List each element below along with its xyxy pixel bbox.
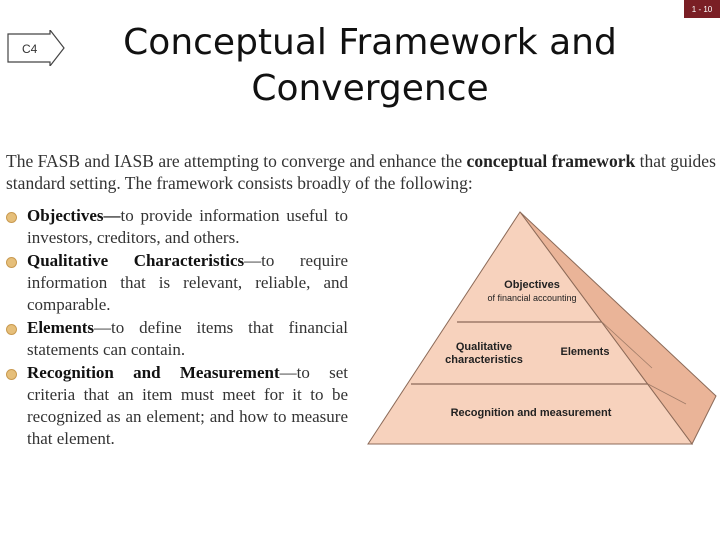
bullet-term: Qualitative Characteristics	[27, 251, 245, 270]
intro-text-1: The FASB and IASB are attempting to converge and enhance the	[6, 151, 467, 171]
page-title	[100, 20, 640, 112]
pyramid-objectives-subtitle: of financial accounting	[487, 293, 577, 303]
bullet-text: —to require information that is relevant, reliable, and comparable.	[27, 251, 348, 314]
bullet-term: Objectives—	[27, 206, 121, 225]
bullet-dot-icon	[6, 324, 17, 335]
intro-text-2: that guides standard setting. The framework consists broadly of the following:	[6, 151, 716, 193]
bullet-qualitative-characteristics	[6, 250, 348, 316]
chapter-tag-label: C4	[22, 42, 38, 56]
framework-bullet-list	[6, 205, 348, 451]
bullet-elements	[6, 317, 348, 361]
page-title-line-1: Conceptual Framework and	[123, 22, 617, 63]
intro-paragraph	[6, 150, 718, 194]
intro-bold-term: conceptual framework	[466, 151, 636, 171]
conceptual-framework-pyramid	[366, 208, 720, 448]
bullet-term: Elements	[27, 318, 95, 337]
pyramid-tier-objectives	[472, 279, 592, 305]
pyramid-tier-qualitative	[432, 341, 536, 367]
slide-number: 1 - 10	[684, 0, 720, 18]
bullet-objectives	[6, 205, 348, 249]
pyramid-tier-recognition: Recognition and measurement	[450, 407, 612, 419]
bullet-term: Recognition and Measurement	[27, 363, 280, 382]
bullet-dot-icon	[6, 257, 17, 268]
pyramid-qualitative-line-2: characteristics	[445, 354, 523, 366]
bullet-recognition-and-measurement	[6, 362, 348, 450]
bullet-dot-icon	[6, 212, 17, 223]
pyramid-tier-elements: Elements	[560, 346, 610, 358]
page-title-line-2: Convergence	[251, 68, 489, 109]
bullet-text: —to set criteria that an item must meet for it to be recognized as an element; and how to measure that element.	[27, 363, 349, 448]
bullet-dot-icon	[6, 369, 17, 380]
pyramid-objectives-title: Objectives	[504, 279, 560, 291]
bullet-text: to provide information useful to investors, creditors, and others.	[27, 206, 348, 247]
pyramid-qualitative-line-1: Qualitative	[455, 341, 513, 353]
bullet-text: —to define items that financial statements can contain.	[27, 318, 348, 359]
